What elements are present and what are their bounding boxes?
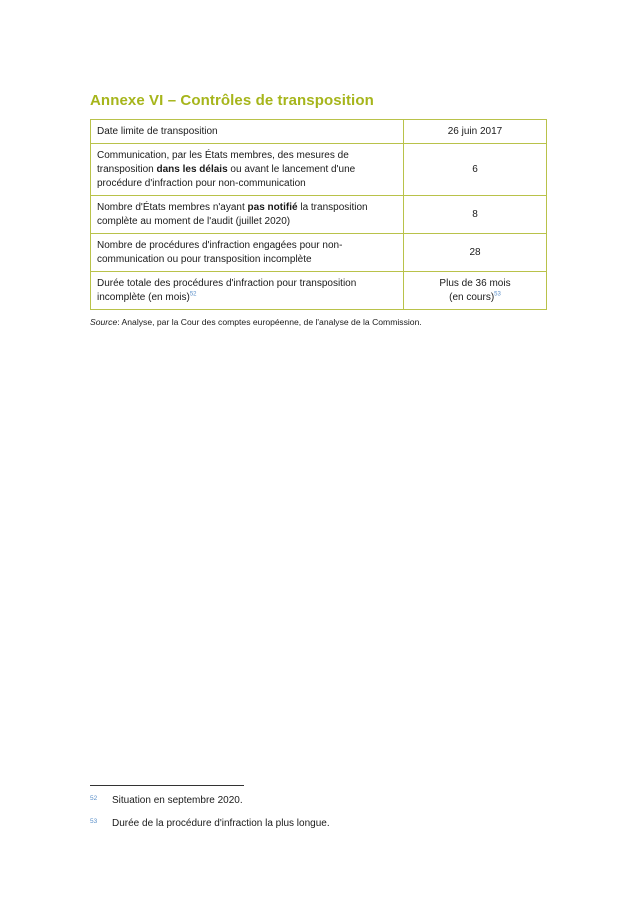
row-label: Date limite de transposition	[91, 120, 404, 144]
label-text: Durée totale des procédures d'infraction pour transposition incomplète (en mois)	[97, 277, 357, 303]
annex-title: Annexe VI – Contrôles de transposition	[90, 92, 374, 109]
transposition-table	[90, 119, 547, 310]
footnote-number: 53	[90, 818, 98, 825]
footnote	[90, 795, 243, 806]
label-text: la transposition complète au moment de l'audit (juillet 2020)	[97, 201, 368, 227]
row-label	[91, 144, 404, 196]
source-label: Source	[90, 317, 118, 327]
label-text: Nombre d'États membres n'ayant	[97, 201, 248, 213]
row-label	[91, 196, 404, 234]
label-emphasis: dans les délais	[156, 163, 228, 175]
label-text: Communication, par les États membres, des mesures de transposition	[97, 149, 349, 175]
label-text: ou avant le lancement d'une procédure d'infraction pour non-communication	[97, 163, 356, 189]
value-line: Plus de 36 mois	[439, 277, 511, 289]
footnote-separator	[90, 785, 244, 786]
table-row	[91, 144, 547, 196]
footnote-ref[interactable]: 53	[494, 291, 501, 298]
footnote-number: 52	[90, 795, 98, 802]
value-line: (en cours)	[449, 291, 495, 303]
source-note	[90, 317, 422, 327]
row-value: 8	[404, 196, 547, 234]
row-value	[404, 272, 547, 310]
footnote-text: Durée de la procédure d'infraction la plus longue.	[112, 818, 330, 829]
row-value: 28	[404, 234, 547, 272]
footnote	[90, 818, 330, 829]
label-emphasis: pas notifié	[247, 201, 298, 213]
row-label	[91, 272, 404, 310]
row-value: 26 juin 2017	[404, 120, 547, 144]
footnote-text: Situation en septembre 2020.	[112, 795, 243, 806]
footnote-ref[interactable]: 52	[189, 291, 197, 298]
table-row	[91, 196, 547, 234]
table-row	[91, 120, 547, 144]
table-row	[91, 272, 547, 310]
row-value: 6	[404, 144, 547, 196]
table-row	[91, 234, 547, 272]
source-text: : Analyse, par la Cour des comptes européenne, de l'analyse de la Commission.	[117, 317, 422, 327]
row-label: Nombre de procédures d'infraction engagées pour non-communication ou pour transposition incomplète	[91, 234, 404, 272]
